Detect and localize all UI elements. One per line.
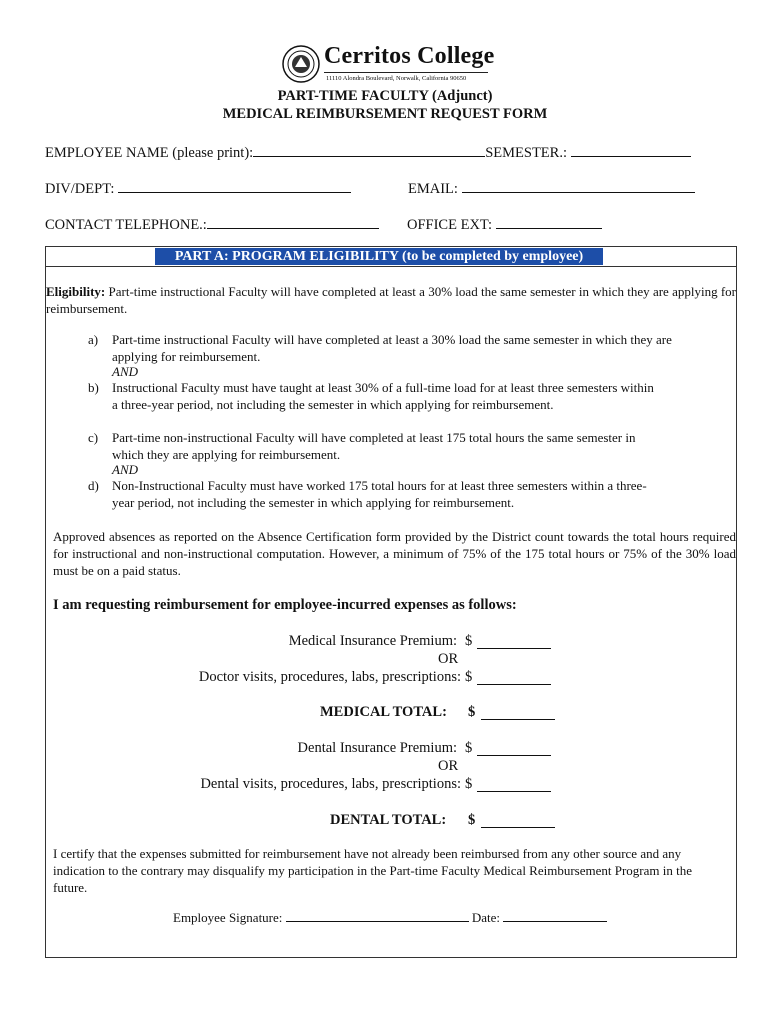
email-line[interactable]	[462, 179, 695, 193]
dental-visits-line[interactable]	[477, 791, 551, 792]
dental-visits-label: Dental visits, procedures, labs, prescriptions:	[200, 776, 461, 792]
form-title-line2: MEDICAL REIMBURSEMENT REQUEST FORM	[222, 106, 548, 122]
signature-label: Employee Signature:	[173, 910, 283, 925]
list-item-label: d)	[88, 478, 99, 493]
list-item-text: Part-time non-instructional Faculty will have completed at least 175 total hours the same semester in which they are applying for reimbursement.	[112, 430, 636, 462]
contact-telephone-line[interactable]	[207, 215, 379, 229]
eligibility-paragraph	[46, 283, 736, 317]
dental-premium-line[interactable]	[477, 755, 551, 756]
office-ext-field[interactable]	[407, 215, 602, 234]
medical-premium-label: Medical Insurance Premium:	[288, 633, 457, 649]
semester-label: SEMESTER.:	[485, 145, 567, 161]
logo-rule	[324, 72, 488, 73]
signature-line[interactable]	[286, 909, 469, 922]
list-item-text: Instructional Faculty must have taught at least 30% of a full-time load for at least three semesters within a three-year period, not including the semester in which applying for reimbursement.	[112, 380, 654, 412]
form-title-line1: PART-TIME FACULTY (Adjunct)	[277, 88, 493, 104]
div-dept-line[interactable]	[118, 179, 351, 193]
div-dept-label: DIV/DEPT:	[45, 181, 115, 197]
email-label: EMAIL:	[408, 181, 458, 197]
office-ext-line[interactable]	[496, 215, 602, 229]
dental-visits-dollar: $	[465, 776, 473, 792]
list-item-text: Part-time instructional Faculty will have completed at least a 30% load the same semester in which they are applying for reimbursement.	[112, 332, 672, 364]
email-field[interactable]	[408, 179, 695, 198]
college-address: 11110 Alondra Boulevard, Norwalk, California 90650	[326, 75, 467, 82]
doctor-visits-line[interactable]	[477, 684, 551, 685]
college-seal-icon	[282, 45, 320, 83]
dental-premium-dollar: $	[465, 740, 473, 756]
list-item	[88, 478, 692, 512]
list-item-label: c)	[88, 430, 99, 445]
list-item-label: a)	[88, 332, 99, 347]
dental-total-dollar: $	[468, 812, 476, 828]
college-name: Cerritos College	[324, 43, 495, 69]
eligibility-text: Part-time instructional Faculty will have completed at least a 30% load the same semester in which they are applying for reimbursement.	[46, 284, 737, 316]
dental-premium-label: Dental Insurance Premium:	[297, 740, 457, 756]
absences-paragraph: Approved absences as reported on the Absence Certification form provided by the District count towards the total hours required for instructional and non-instructional computation. However, a minimum of 75% of the 175 total hours or 75% of the 30% load must be on a paid status.	[53, 529, 736, 578]
contact-telephone-label: CONTACT TELEPHONE.:	[45, 217, 207, 233]
eligibility-label: Eligibility:	[46, 284, 106, 299]
doctor-visits-dollar: $	[465, 669, 473, 685]
dental-total-label: DENTAL TOTAL:	[330, 812, 447, 828]
and-separator: AND	[112, 462, 138, 477]
medical-total-line[interactable]	[481, 719, 555, 720]
office-ext-label: OFFICE EXT:	[407, 217, 493, 233]
employee-name-field[interactable]	[45, 143, 691, 162]
medical-total-dollar: $	[468, 704, 476, 720]
certify-paragraph: I certify that the expenses submitted for reimbursement have not already been reimbursed from any other source and any indication to the contrary may disqualify my participation in the Part-time Faculty Medical Reimbursement Program in the future.	[53, 846, 693, 895]
div-dept-field[interactable]	[45, 179, 351, 198]
date-label: Date:	[471, 910, 501, 925]
contact-telephone-field[interactable]	[45, 215, 379, 234]
dental-total-line[interactable]	[481, 827, 555, 828]
college-logo	[282, 45, 512, 89]
semester-line[interactable]	[571, 143, 691, 157]
dental-or: OR	[438, 758, 459, 774]
list-item	[88, 430, 692, 464]
list-item	[88, 332, 692, 366]
employee-name-label: EMPLOYEE NAME (please print):	[45, 145, 254, 161]
medical-premium-line[interactable]	[477, 648, 551, 649]
signature-row	[173, 909, 607, 926]
list-item-label: b)	[88, 380, 99, 395]
medical-premium-dollar: $	[465, 633, 473, 649]
part-a-divider	[45, 266, 737, 267]
date-line[interactable]	[503, 909, 607, 922]
list-item	[88, 380, 692, 414]
part-a-header: PART A: PROGRAM ELIGIBILITY (to be completed by employee)	[155, 248, 603, 265]
and-separator: AND	[112, 364, 138, 379]
list-item-text: Non-Instructional Faculty must have worked 175 total hours for at least three semesters within a three-year period, not including the semester in which applying for reimbursement.	[112, 478, 647, 510]
medical-total-label: MEDICAL TOTAL:	[320, 704, 447, 720]
doctor-visits-label: Doctor visits, procedures, labs, prescriptions:	[198, 669, 461, 685]
request-heading: I am requesting reimbursement for employee-incurred expenses as follows:	[53, 597, 517, 613]
medical-or: OR	[438, 651, 459, 667]
employee-name-line[interactable]	[253, 143, 485, 157]
